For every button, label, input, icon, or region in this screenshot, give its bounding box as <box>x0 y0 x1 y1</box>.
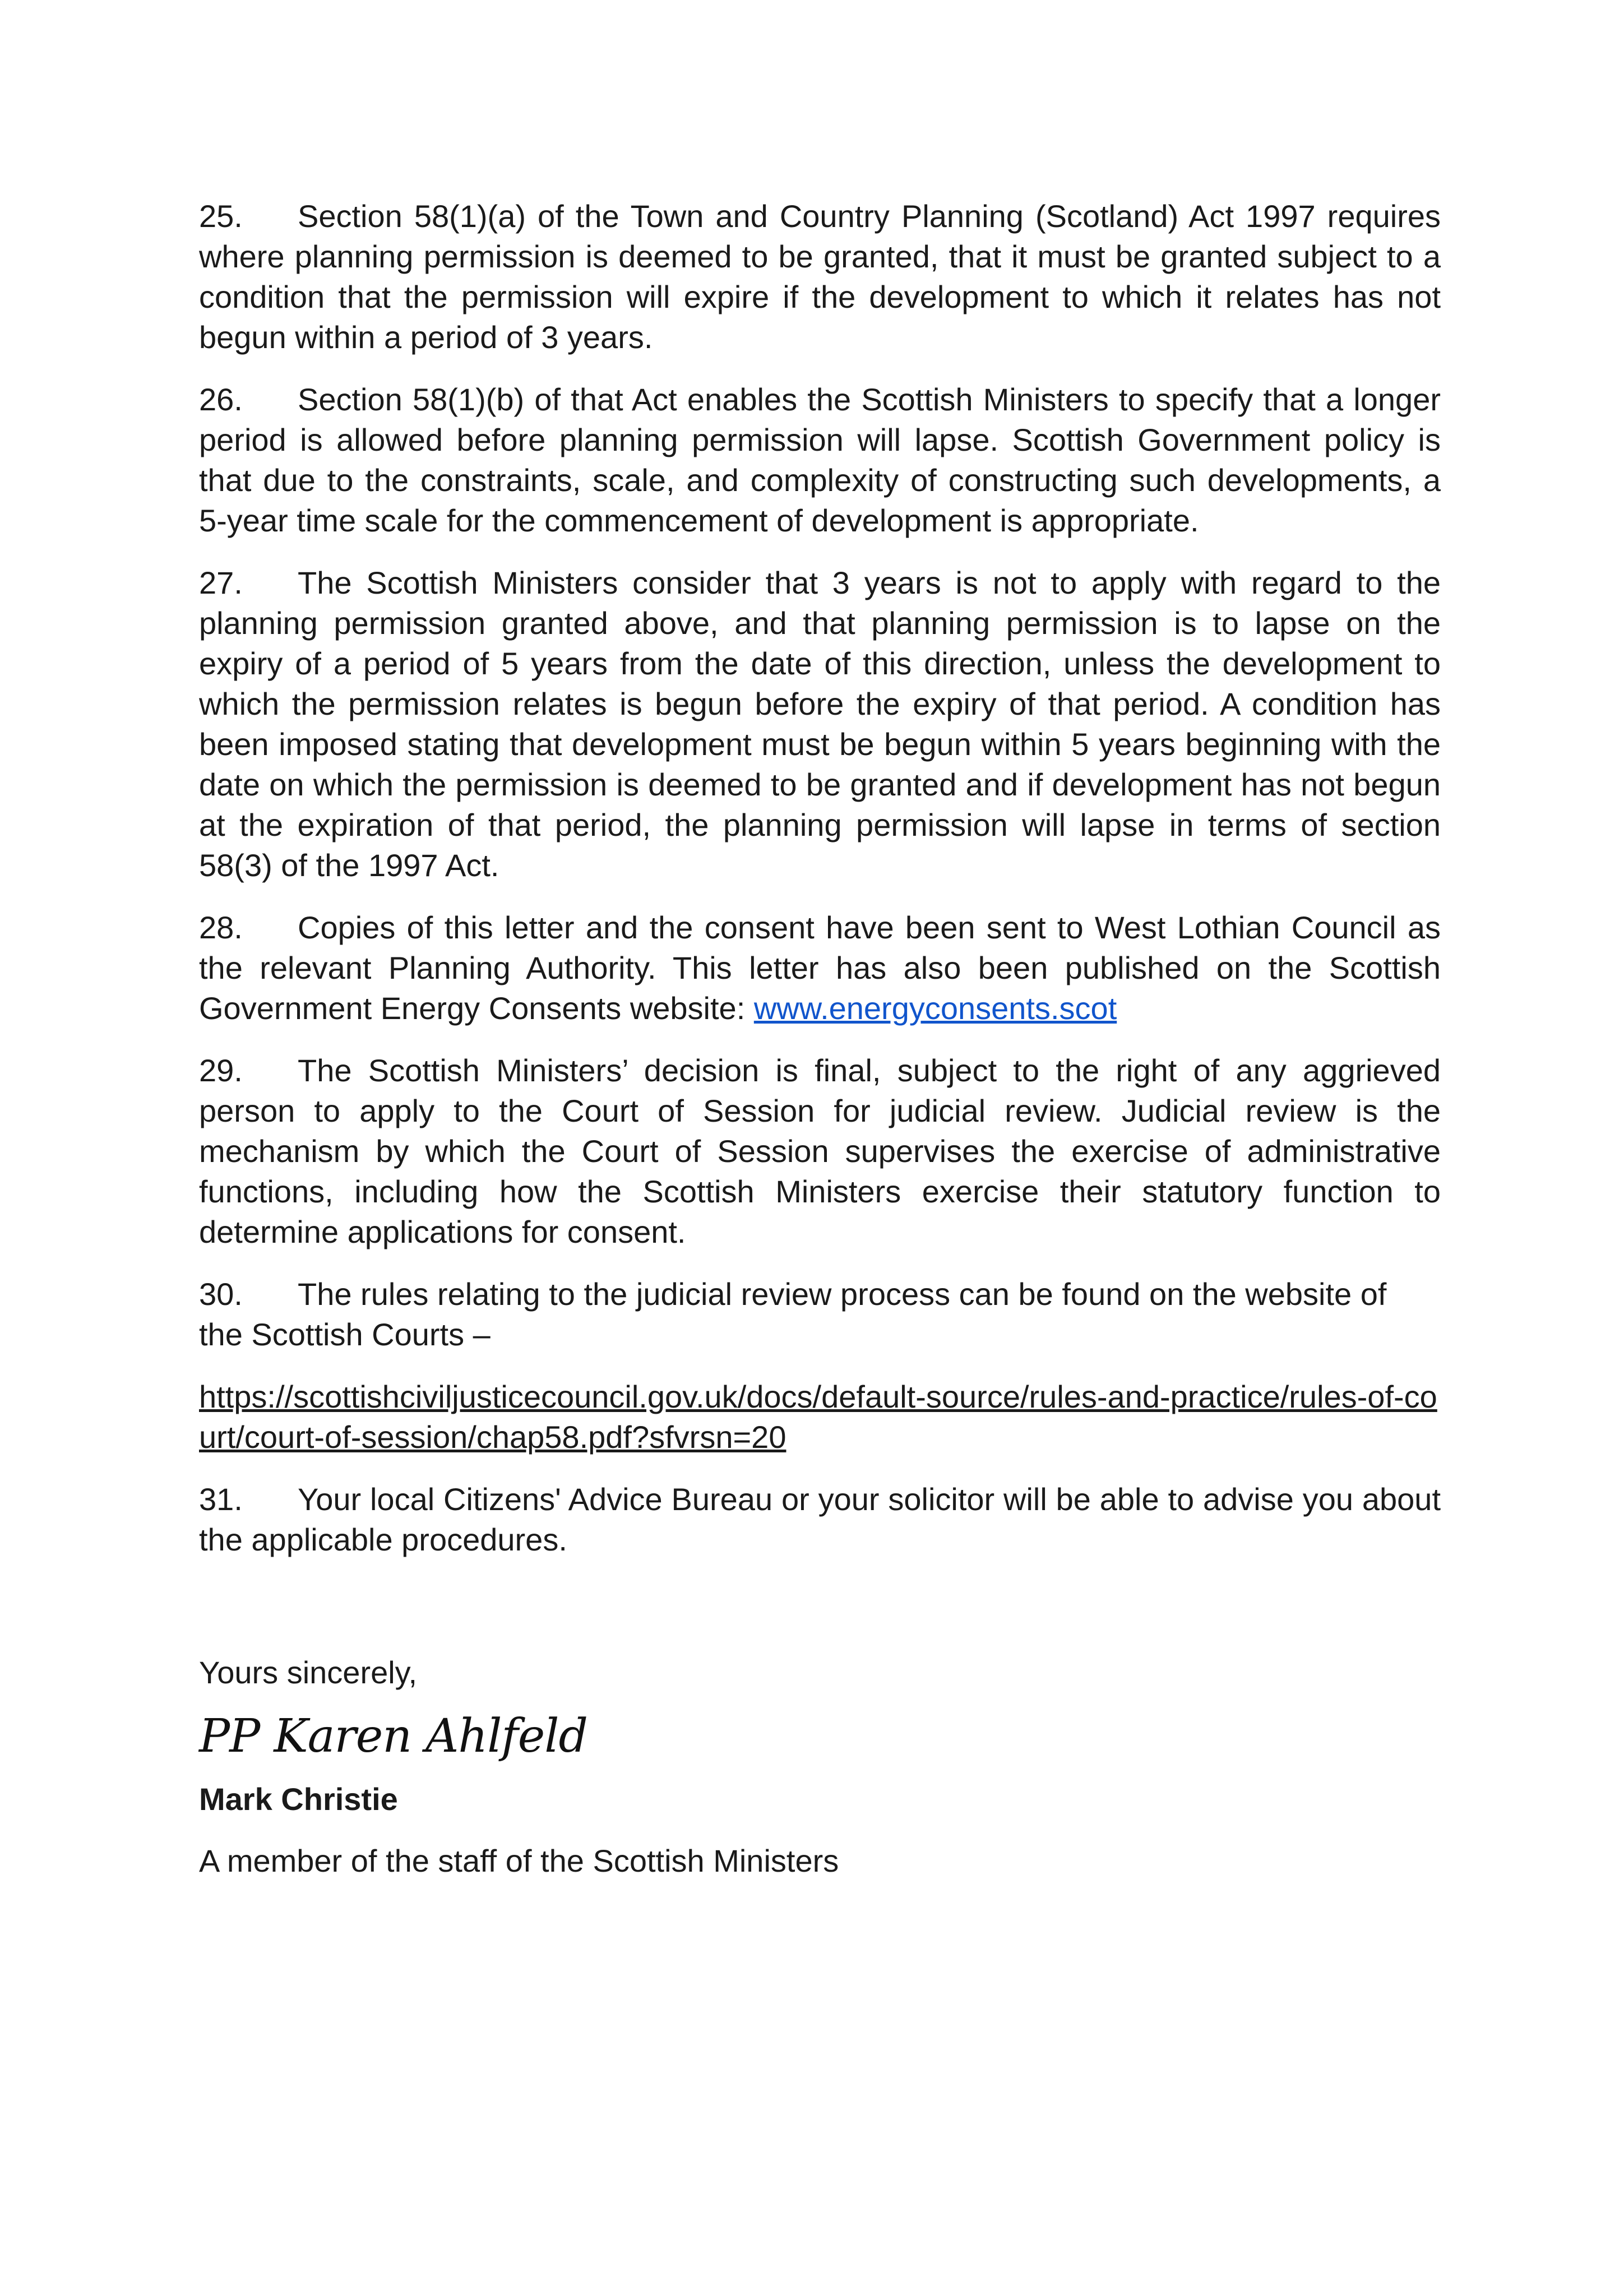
paragraph-text: Section 58(1)(b) of that Act enables the Scottish Ministers to specify that a longer period is allowed before planning permission will lapse. Scottish Government policy is that due to the constraints, scale, and complexity of constructing such developments, a 5-year time scale for the commencement of development is appropriate. <box>199 382 1441 538</box>
paragraph-25 <box>199 196 1441 358</box>
paragraph-text: Copies of this letter and the consent have been sent to West Lothian Council as the relevant Planning Authority. This letter has also been published on the Scottish Government Energy Consents website: <box>199 910 1441 1026</box>
paragraph-number: 28. <box>199 910 243 945</box>
court-rules-link-block <box>199 1377 1441 1457</box>
paragraph-text: The Scottish Ministers consider that 3 years is not to apply with regard to the planning permission granted above, and that planning permission is to lapse on the expiry of a period of 5 years from the date of this direction, unless the development to which the permission relates is begun before the expiry of that period. A condition has been imposed stating that development must be begun within 5 years beginning with the date on which the permission is deemed to be granted and if development has not begun at the expiration of that period, the planning permission will lapse in terms of section 58(3) of the 1997 Act. <box>199 565 1441 883</box>
paragraph-number: 27. <box>199 565 243 600</box>
energy-consents-link[interactable]: www.energyconsents.scot <box>753 990 1117 1026</box>
paragraph-number: 30. <box>199 1276 243 1312</box>
paragraph-31 <box>199 1479 1441 1560</box>
signatory-name: Mark Christie <box>199 1781 398 1817</box>
paragraph-30 <box>199 1274 1441 1355</box>
paragraph-number: 25. <box>199 198 243 234</box>
letter-body <box>199 196 1441 1881</box>
paragraph-28 <box>199 908 1441 1029</box>
court-rules-link[interactable]: https://scottishciviljusticecouncil.gov.uk/docs/default-source/rules-and-practice/rules-of-court/court-of-session/chap58.pdf?sfvrsn=20 <box>199 1379 1437 1455</box>
paragraph-text: The Scottish Ministers’ decision is final, subject to the right of any aggrieved person to apply to the Court of Session for judicial review. Judicial review is the mechanism by which the Court of Session supervises the exercise of administrative functions, including how the Scottish Ministers exercise their statutory function to determine applications for consent. <box>199 1053 1441 1249</box>
paragraph-27 <box>199 563 1441 886</box>
paragraph-26 <box>199 379 1441 541</box>
paragraph-text: Section 58(1)(a) of the Town and Country Planning (Scotland) Act 1997 requires where planning permission is deemed to be granted, that it must be granted subject to a condition that the permission will expire if the development to which it relates has not begun within a period of 3 years. <box>199 198 1441 355</box>
paragraph-29 <box>199 1050 1441 1252</box>
paragraph-number: 26. <box>199 382 243 417</box>
signatory-role: A member of the staff of the Scottish Ministers <box>199 1843 839 1878</box>
paragraph-number: 29. <box>199 1053 243 1088</box>
handwritten-signature: PP Karen Ahlfeld <box>199 1710 588 1763</box>
paragraph-number: 31. <box>199 1482 243 1517</box>
paragraph-text: Your local Citizens' Advice Bureau or your solicitor will be able to advise you about the applicable procedures. <box>199 1482 1441 1557</box>
paragraph-text: The rules relating to the judicial review process can be found on the website of the Scottish Courts – <box>199 1276 1387 1352</box>
closing-salutation: Yours sincerely, <box>199 1655 418 1690</box>
